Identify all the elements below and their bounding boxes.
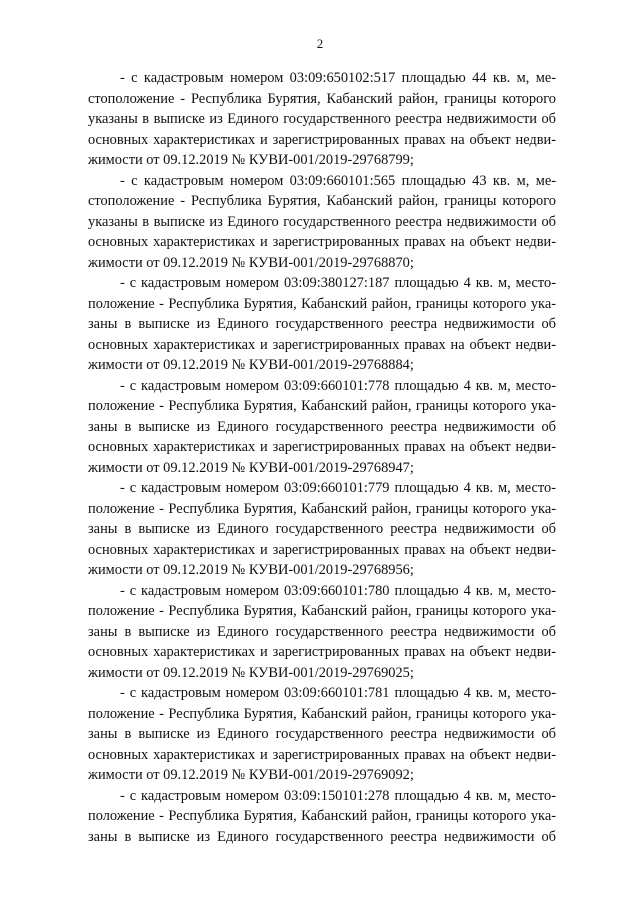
paragraph [88,171,556,274]
text-line: основных характеристиках и зарегистрированных правах на объект недви- [88,746,556,763]
text-line: положение - Республика Бурятия, Кабанский район, границы которого ука- [88,295,556,312]
text-line: основных характеристиках и зарегистрированных правах на объект недви- [88,131,556,148]
paragraph [88,478,556,581]
page-number: 2 [316,36,324,51]
text-line: положение - Республика Бурятия, Кабанский район, границы которого ука- [88,603,556,619]
paragraph [88,68,556,171]
text-line: жимости от 09.12.2019 № КУВИ-001/2019-29768947; [88,459,414,476]
text-line: заны в выписке из Единого государственного реестра недвижимости об [88,726,556,742]
paragraph [88,786,556,848]
text-line: - с кадастровым номером 03:09:150101:278 площадью 4 кв. м, место- [120,787,556,804]
text-line: основных характеристиках и зарегистрированных правах на объект недви- [88,439,556,455]
text-line: жимости от 09.12.2019 № КУВИ-001/2019-29768799; [88,152,414,168]
text-line: указаны в выписке из Единого государственного реестра недвижимости об [88,213,556,230]
text-line: стоположение - Республика Бурятия, Кабанский район, границы которого [88,193,556,209]
text-line: - с кадастровым номером 03:09:660101:781 площадью 4 кв. м, место- [120,685,556,701]
text-line: основных характеристиках и зарегистрированных правах на объект недви- [88,644,556,660]
text-line: положение - Республика Бурятия, Кабанский район, границы которого ука- [88,808,556,824]
text-line: стоположение - Республика Бурятия, Кабанский район, границы которого [88,90,556,107]
text-line: положение - Республика Бурятия, Кабанский район, границы которого ука- [88,500,556,517]
text-line: положение - Республика Бурятия, Кабанский район, границы которого ука- [88,705,556,722]
text-line: заны в выписке из Единого государственного реестра недвижимости об [88,521,556,537]
text-line: жимости от 09.12.2019 № КУВИ-001/2019-29768870; [88,254,414,271]
text-line: заны в выписке из Единого государственного реестра недвижимости об [88,828,556,845]
text-line: основных характеристиках и зарегистрированных правах на объект недви- [88,234,556,250]
text-line: заны в выписке из Единого государственного реестра недвижимости об [88,418,556,435]
text-line: основных характеристиках и зарегистрированных правах на объект недви- [88,336,556,353]
text-line: указаны в выписке из Единого государственного реестра недвижимости об [88,111,556,127]
text-line: - с кадастровым номером 03:09:660101:779 площадью 4 кв. м, место- [120,480,556,496]
text-line: жимости от 09.12.2019 № КУВИ-001/2019-29769025; [88,664,414,681]
paragraph [88,581,556,684]
text-line: - с кадастровым номером 03:09:650102:517 площадью 44 кв. м, ме- [120,70,556,86]
text-line: заны в выписке из Единого государственного реестра недвижимости об [88,316,556,332]
paragraph [88,683,556,786]
text-line: - с кадастровым номером 03:09:660101:778 площадью 4 кв. м, место- [120,377,556,394]
text-line: основных характеристиках и зарегистрированных правах на объект недви- [88,541,556,558]
document-body [88,68,556,847]
text-line: жимости от 09.12.2019 № КУВИ-001/2019-29768956; [88,562,414,578]
text-line: - с кадастровым номером 03:09:660101:565 площадью 43 кв. м, ме- [120,172,556,189]
text-line: заны в выписке из Единого государственного реестра недвижимости об [88,623,556,640]
paragraph [88,376,556,479]
text-line: положение - Республика Бурятия, Кабанский район, границы которого ука- [88,398,556,414]
text-line: - с кадастровым номером 03:09:660101:780 площадью 4 кв. м, место- [120,582,556,599]
text-line: жимости от 09.12.2019 № КУВИ-001/2019-29769092; [88,767,414,783]
paragraph [88,273,556,376]
text-line: жимости от 09.12.2019 № КУВИ-001/2019-29768884; [88,357,414,373]
text-line: - с кадастровым номером 03:09:380127:187 площадью 4 кв. м, место- [120,275,556,291]
